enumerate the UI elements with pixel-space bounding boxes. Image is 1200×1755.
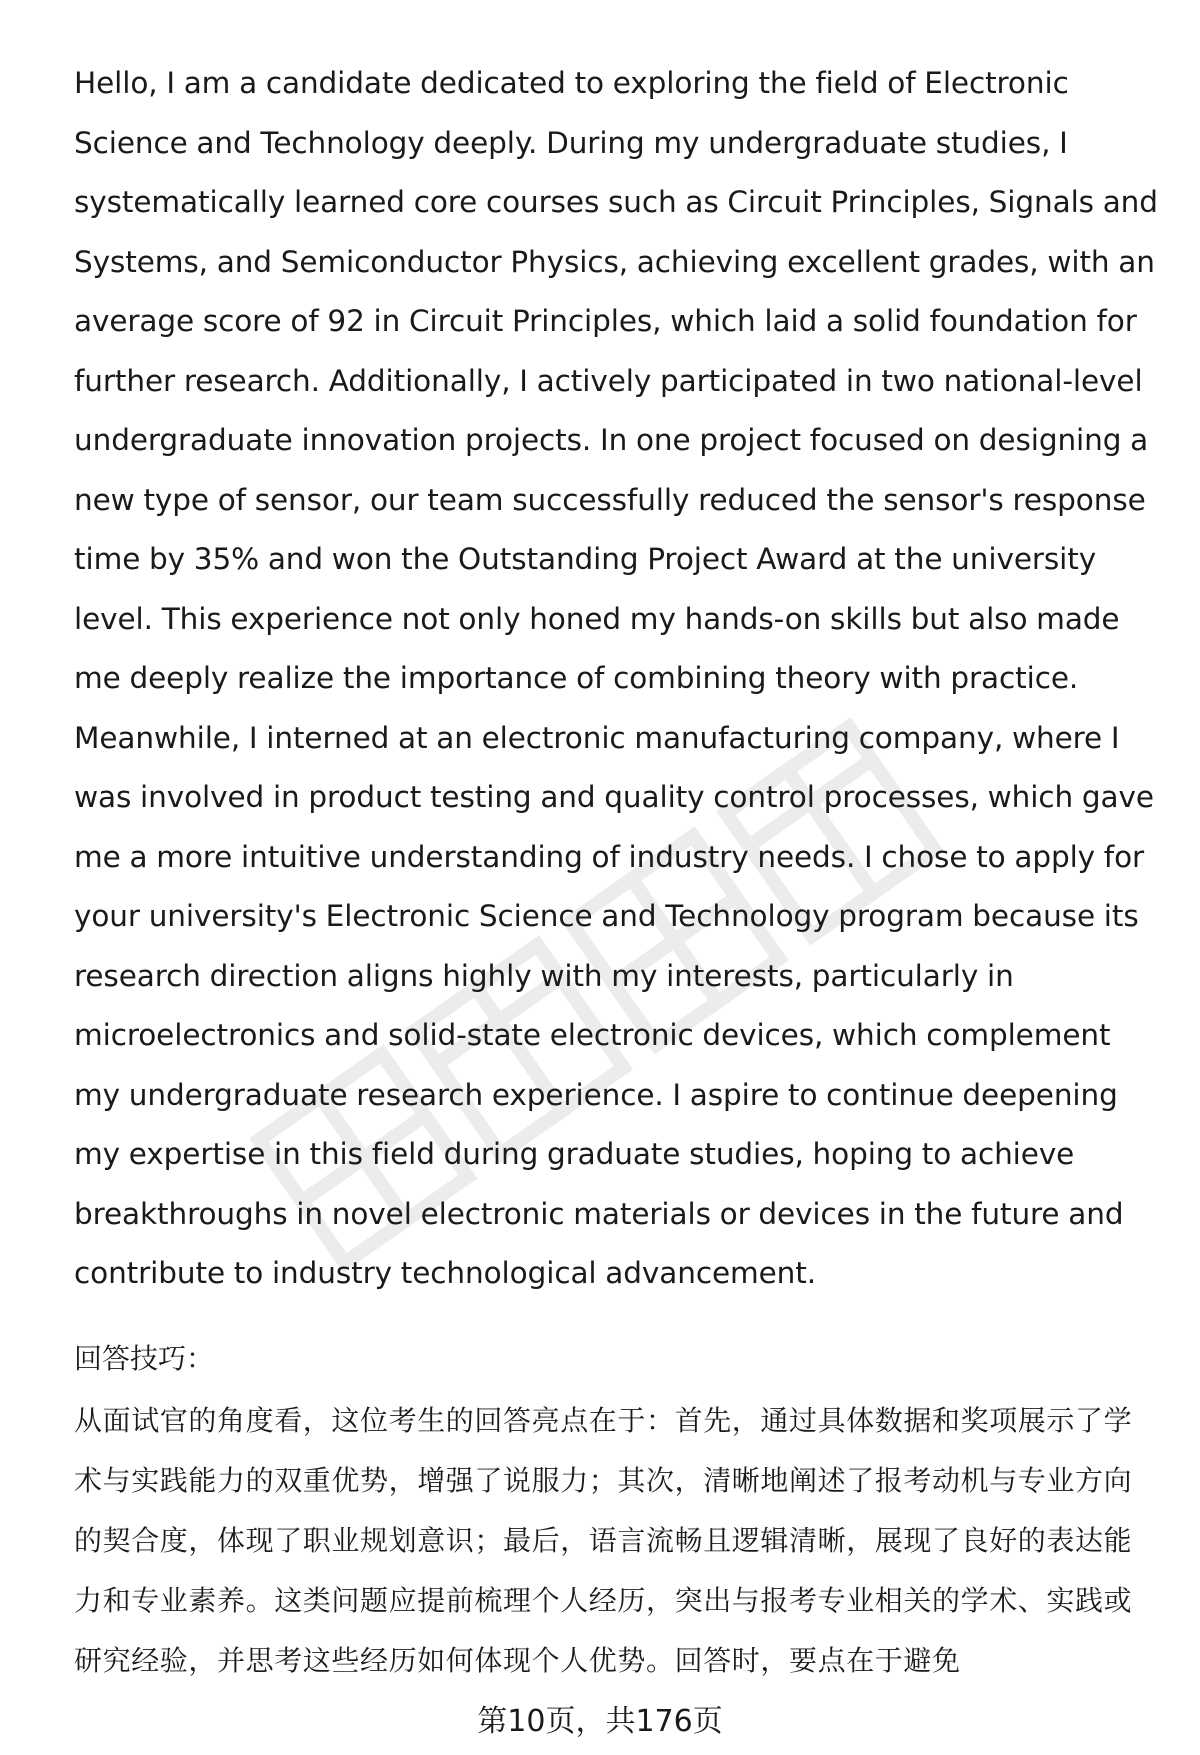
- tips-paragraph: 从面试官的角度看，这位考生的回答亮点在于：首先，通过具体数据和奖项展示了学术与实践能力的双重优势，增强了说服力；其次，清晰地阐述了报考动机与专业方向的契合度，体现了职业规划意识；最后，语言流畅且逻辑清晰，展现了良好的表达能力和专业素养。这类问题应提前梳理个人经历，突出与报考专业相关的学术、实践或研究经验，并思考这些经历如何体现个人优势。回答时，要点在于避免: [74, 1404, 1133, 1677]
- answer-paragraph: Hello, I am a candidate dedicated to exploring the field of Electronic Science and Technology deeply. During my undergraduate studies, I systematically learned core courses such as Circuit Principles, Signals and Systems, and Semiconductor Physics, achieving excellent grades, with an average score of 92 in Circuit Principles, which laid a solid foundation for further research. Additionally, I actively participated in two national-level undergraduate innovation projects. In one project focused on designing a new type of sensor, our team successfully reduced the sensor's response time by 35% and won the Outstanding Project Award at the university level. This experience not only honed my hands-on skills but also made me deeply realize the importance of combining theory with practice. Meanwhile, I interned at an electronic manufacturing company, where I was involved in product testing and quality control processes, which gave me a more intuitive understanding of industry needs. I chose to apply for your university's Electronic Science and Technology program because its research direction aligns highly with my interests, particularly in microelectronics and solid-state electronic devices, which complement my undergraduate research experience. I aspire to continue deepening my expertise in this field during graduate studies, hoping to achieve breakthroughs in novel electronic materials or devices in the future and contribute to industry technological advancement.: [74, 66, 1158, 1290]
- page-number: 第10页，共176页: [477, 1704, 723, 1739]
- tips-heading: 回答技巧：: [74, 1342, 215, 1375]
